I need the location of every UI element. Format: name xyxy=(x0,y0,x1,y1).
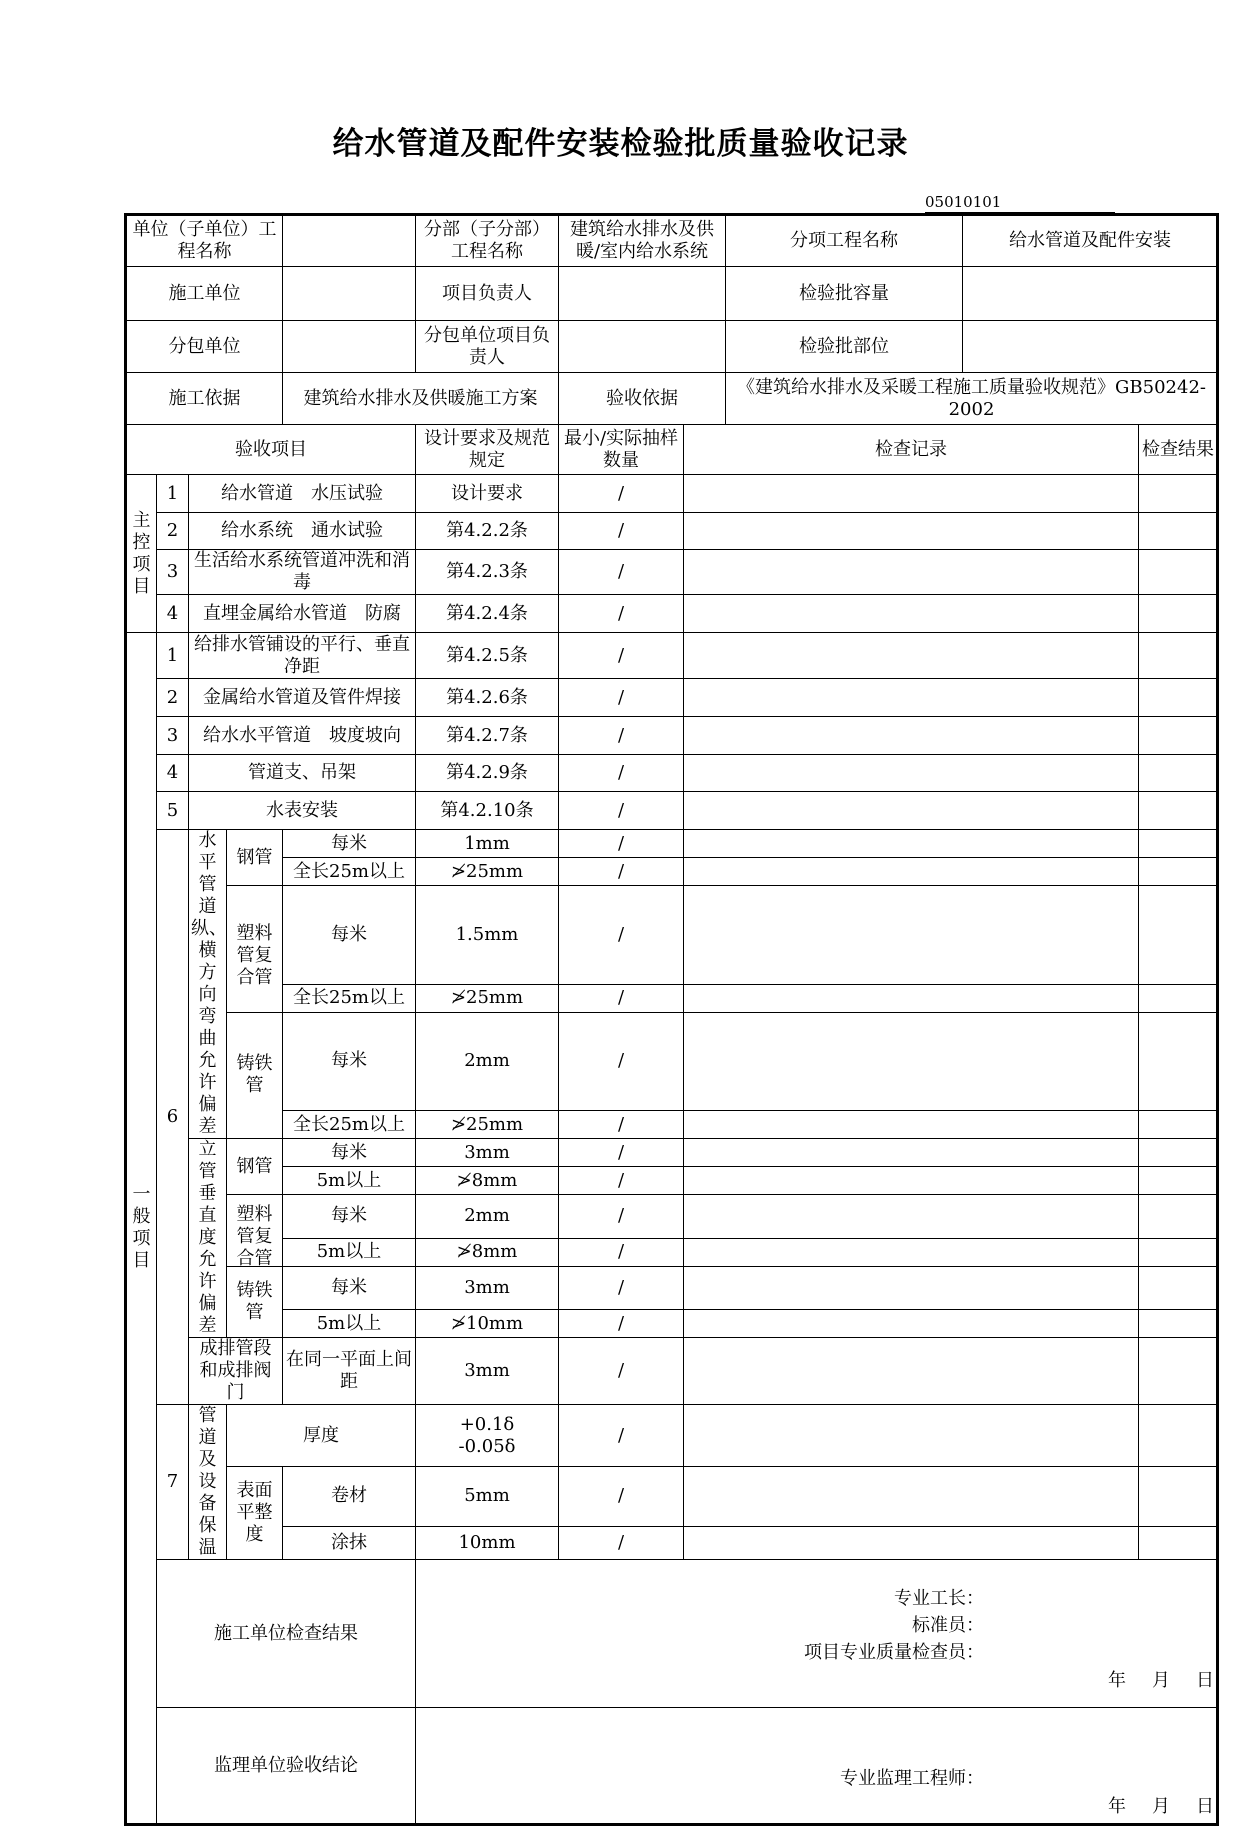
deviation-row xyxy=(126,858,1218,886)
deviation-row xyxy=(126,1195,1218,1239)
acceptance-basis-label: 验收依据 xyxy=(559,373,726,425)
deviation-sampling[interactable]: / xyxy=(559,1266,684,1310)
item-result[interactable] xyxy=(1139,1405,1218,1467)
year-label: 年 xyxy=(1108,1796,1127,1817)
vertical-deviation-label: 立管垂直度允许偏差 xyxy=(189,1139,227,1338)
deviation-sampling[interactable]: / xyxy=(559,886,684,985)
deviation-requirement: 1mm xyxy=(416,830,559,858)
deviation-row xyxy=(126,1266,1218,1310)
main-item-row xyxy=(126,475,1218,513)
flatness-label: 表面平整度 xyxy=(227,1467,283,1560)
item-result[interactable] xyxy=(1139,633,1218,679)
deviation-spec: 5m以上 xyxy=(283,1167,416,1195)
deviation-row xyxy=(126,1238,1218,1266)
deviation-spec: 每米 xyxy=(283,1266,416,1310)
deviation-sampling[interactable]: / xyxy=(559,858,684,886)
item-no: 7 xyxy=(157,1405,189,1560)
subitem-value[interactable]: 给水管道及配件安装 xyxy=(963,215,1218,267)
subcontractor-label: 分包单位 xyxy=(126,321,283,373)
deviation-spec: 全长25m以上 xyxy=(283,984,416,1012)
deviation-requirement: 3mm xyxy=(416,1139,559,1167)
item-no: 4 xyxy=(157,755,189,792)
supervision-row xyxy=(126,1708,1218,1825)
item-name: 金属给水管道及管件焊接 xyxy=(189,679,416,717)
item-record[interactable] xyxy=(684,792,1139,830)
pm-value[interactable] xyxy=(559,267,726,321)
item-result[interactable] xyxy=(1139,1195,1218,1239)
acceptance-basis-value[interactable]: 《建筑给水排水及采暖工程施工质量验收规范》GB50242-2002 xyxy=(726,373,1218,425)
sub-pm-label: 分包单位项目负责人 xyxy=(416,321,559,373)
roll-label: 卷材 xyxy=(283,1467,416,1527)
item-record[interactable] xyxy=(684,755,1139,792)
unit-label: 单位（子单位）工程名称 xyxy=(126,215,283,267)
inspection-form-table xyxy=(124,213,1219,1826)
deviation-spec: 每米 xyxy=(283,886,416,985)
col-item: 验收项目 xyxy=(126,425,416,475)
main-item-row xyxy=(126,595,1218,633)
item-result[interactable] xyxy=(1139,717,1218,755)
item-result[interactable] xyxy=(1139,1238,1218,1266)
thickness-sampling[interactable]: / xyxy=(559,1405,684,1467)
flatness-row xyxy=(126,1526,1218,1560)
item-record[interactable] xyxy=(684,1012,1139,1111)
item-name: 直埋金属给水管道 防腐 xyxy=(189,595,416,633)
item-name: 生活给水系统管道冲洗和消毒 xyxy=(189,550,416,595)
deviation-requirement: 2mm xyxy=(416,1012,559,1111)
deviation-spec: 每米 xyxy=(283,1139,416,1167)
item-result[interactable] xyxy=(1139,1012,1218,1111)
item-result[interactable] xyxy=(1139,755,1218,792)
item-name: 水表安装 xyxy=(189,792,416,830)
main-item-row xyxy=(126,550,1218,595)
general-item-row xyxy=(126,792,1218,830)
item-record[interactable] xyxy=(684,1238,1139,1266)
item-record[interactable] xyxy=(684,886,1139,985)
construction-check-row xyxy=(126,1560,1218,1708)
item-requirement: 第4.2.9条 xyxy=(416,755,559,792)
header-row-basis xyxy=(126,373,1218,425)
location-value[interactable] xyxy=(963,321,1218,373)
cast-iron-pipe-label: 铸铁管 xyxy=(227,1266,283,1338)
year-label: 年 xyxy=(1108,1670,1127,1691)
deviation-requirement: 1.5mm xyxy=(416,886,559,985)
column-header-row xyxy=(126,425,1218,475)
deviation-sampling[interactable]: / xyxy=(559,1167,684,1195)
item-requirement: 第4.2.4条 xyxy=(416,595,559,633)
deviation-sampling[interactable]: / xyxy=(559,1310,684,1338)
thickness-upper: +0.1δ xyxy=(459,1413,515,1435)
item-record[interactable] xyxy=(684,1139,1139,1167)
item-name: 给水系统 通水试验 xyxy=(189,513,416,550)
construction-check-area[interactable] xyxy=(416,1560,1218,1708)
item-sampling[interactable]: / xyxy=(559,513,684,550)
general-item-row xyxy=(126,679,1218,717)
plastic-pipe-label: 塑料管复合管 xyxy=(227,1195,283,1267)
constructor-label: 施工单位 xyxy=(126,267,283,321)
supervision-area[interactable] xyxy=(416,1708,1218,1825)
item-no: 3 xyxy=(157,550,189,595)
page-title: 给水管道及配件安装检验批质量验收记录 xyxy=(332,126,909,162)
item-record[interactable] xyxy=(684,1266,1139,1310)
col-sampling: 最小/实际抽样数量 xyxy=(559,425,684,475)
col-result: 检查结果 xyxy=(1139,425,1218,475)
sub-pm-value[interactable] xyxy=(559,321,726,373)
item-record[interactable] xyxy=(684,1310,1139,1338)
general-item-row xyxy=(126,633,1218,679)
item-result[interactable] xyxy=(1139,830,1218,858)
item-requirement: 设计要求 xyxy=(416,475,559,513)
item-record[interactable] xyxy=(684,1195,1139,1239)
deviation-spec: 每米 xyxy=(283,1195,416,1239)
item-name: 管道支、吊架 xyxy=(189,755,416,792)
deviation-spec: 每米 xyxy=(283,1012,416,1111)
item-no: 5 xyxy=(157,792,189,830)
inspector-label: 项目专业质量检查员： xyxy=(804,1642,985,1663)
item-record[interactable] xyxy=(684,1467,1139,1527)
month-label: 月 xyxy=(1152,1796,1171,1817)
deviation-requirement: ≯10mm xyxy=(416,1310,559,1338)
standard-label: 标准员： xyxy=(912,1615,985,1636)
item-record[interactable] xyxy=(684,1167,1139,1195)
item-sampling[interactable]: / xyxy=(559,550,684,595)
item-record[interactable] xyxy=(684,717,1139,755)
item-result[interactable] xyxy=(1139,1139,1218,1167)
item-requirement: 第4.2.5条 xyxy=(416,633,559,679)
steel-pipe-label: 钢管 xyxy=(227,1139,283,1195)
item-record[interactable] xyxy=(684,858,1139,886)
deviation-row xyxy=(126,886,1218,985)
header-row-subcontractor xyxy=(126,321,1218,373)
deviation-sampling[interactable]: / xyxy=(559,1012,684,1111)
thickness-requirement xyxy=(416,1405,559,1467)
coat-label: 涂抹 xyxy=(283,1526,416,1560)
coat-sampling[interactable]: / xyxy=(559,1526,684,1560)
item-sampling[interactable]: / xyxy=(559,717,684,755)
item-result[interactable] xyxy=(1139,1467,1218,1527)
deviation-requirement: ≯8mm xyxy=(416,1238,559,1266)
item-result[interactable] xyxy=(1139,679,1218,717)
item-record[interactable] xyxy=(684,830,1139,858)
deviation-row xyxy=(126,1139,1218,1167)
deviation-row xyxy=(126,1310,1218,1338)
coat-requirement: 10mm xyxy=(416,1526,559,1560)
row-pipe-row xyxy=(126,1338,1218,1405)
supervision-date xyxy=(1082,1796,1214,1818)
item-record[interactable] xyxy=(684,550,1139,595)
thickness-label: 厚度 xyxy=(227,1405,416,1467)
deviation-requirement: 3mm xyxy=(416,1266,559,1310)
item-record[interactable] xyxy=(684,679,1139,717)
thickness-lower: -0.05δ xyxy=(458,1435,516,1457)
basis-value[interactable]: 建筑给水排水及供暖施工方案 xyxy=(283,373,559,425)
plastic-pipe-label: 塑料管复合管 xyxy=(227,886,283,1013)
main-group-label: 主控项目 xyxy=(126,475,157,633)
deviation-row xyxy=(126,984,1218,1012)
engineer-label: 专业监理工程师： xyxy=(840,1768,985,1789)
item-no: 3 xyxy=(157,717,189,755)
item-result[interactable] xyxy=(1139,550,1218,595)
deviation-requirement: ≯25mm xyxy=(416,858,559,886)
item-result[interactable] xyxy=(1139,792,1218,830)
flatness-row xyxy=(126,1467,1218,1527)
item-sampling[interactable]: / xyxy=(559,475,684,513)
item-name: 给水水平管道 坡度坡向 xyxy=(189,717,416,755)
cast-iron-pipe-label: 铸铁管 xyxy=(227,1012,283,1139)
deviation-requirement: ≯25mm xyxy=(416,984,559,1012)
subitem-label: 分项工程名称 xyxy=(726,215,963,267)
item-result[interactable] xyxy=(1139,1167,1218,1195)
division-value[interactable]: 建筑给水排水及供暖/室内给水系统 xyxy=(559,215,726,267)
item-record[interactable] xyxy=(684,1526,1139,1560)
deviation-row xyxy=(126,1167,1218,1195)
deviation-sampling[interactable]: / xyxy=(559,830,684,858)
insulation-label: 管道及设备保温 xyxy=(189,1405,227,1560)
supervision-label: 监理单位验收结论 xyxy=(157,1708,416,1825)
row-pipe-label: 成排管段和成排阀门 xyxy=(189,1338,283,1405)
deviation-row xyxy=(126,1111,1218,1139)
item-record[interactable] xyxy=(684,1111,1139,1139)
item-requirement: 第4.2.3条 xyxy=(416,550,559,595)
item-no: 1 xyxy=(157,475,189,513)
col-record: 检查记录 xyxy=(684,425,1139,475)
item-record[interactable] xyxy=(684,1405,1139,1467)
item-result[interactable] xyxy=(1139,513,1218,550)
deviation-spec: 全长25m以上 xyxy=(283,858,416,886)
item-requirement: 第4.2.6条 xyxy=(416,679,559,717)
deviation-spec: 5m以上 xyxy=(283,1310,416,1338)
insulation-thickness-row xyxy=(126,1405,1218,1467)
capacity-label: 检验批容量 xyxy=(726,267,963,321)
item-result[interactable] xyxy=(1139,1338,1218,1405)
deviation-spec: 每米 xyxy=(283,830,416,858)
item-no: 4 xyxy=(157,595,189,633)
item-record[interactable] xyxy=(684,1338,1139,1405)
item-result[interactable] xyxy=(1139,886,1218,985)
item-record[interactable] xyxy=(684,595,1139,633)
foreman-label: 专业工长： xyxy=(894,1588,985,1609)
item-no: 2 xyxy=(157,679,189,717)
steel-pipe-label: 钢管 xyxy=(227,830,283,886)
item-result[interactable] xyxy=(1139,475,1218,513)
deviation-requirement: ≯25mm xyxy=(416,1111,559,1139)
row-pipe-spec: 在同一平面上间距 xyxy=(283,1338,416,1405)
item-record[interactable] xyxy=(684,513,1139,550)
item-sampling[interactable]: / xyxy=(559,755,684,792)
deviation-sampling[interactable]: / xyxy=(559,1238,684,1266)
deviation-spec: 5m以上 xyxy=(283,1238,416,1266)
division-label: 分部（子分部）工程名称 xyxy=(416,215,559,267)
item-sampling[interactable]: / xyxy=(559,595,684,633)
item-result[interactable] xyxy=(1139,858,1218,886)
item-record[interactable] xyxy=(684,633,1139,679)
deviation-sampling[interactable]: / xyxy=(559,1111,684,1139)
deviation-sampling[interactable]: / xyxy=(559,1139,684,1167)
general-item-row xyxy=(126,755,1218,792)
construction-date xyxy=(1082,1670,1214,1692)
constructor-value[interactable] xyxy=(283,267,416,321)
item-no: 2 xyxy=(157,513,189,550)
deviation-spec: 全长25m以上 xyxy=(283,1111,416,1139)
unit-value[interactable] xyxy=(283,215,416,267)
construction-check-label: 施工单位检查结果 xyxy=(157,1560,416,1708)
deviation-requirement: ≯8mm xyxy=(416,1167,559,1195)
header-row-constructor xyxy=(126,267,1218,321)
item-no: 6 xyxy=(157,830,189,1405)
deviation-row xyxy=(126,1012,1218,1111)
item-result[interactable] xyxy=(1139,984,1218,1012)
col-requirement: 设计要求及规范规定 xyxy=(416,425,559,475)
item-requirement: 第4.2.10条 xyxy=(416,792,559,830)
item-result[interactable] xyxy=(1139,1266,1218,1310)
day-label: 日 xyxy=(1196,1670,1215,1691)
month-label: 月 xyxy=(1152,1670,1171,1691)
item-record[interactable] xyxy=(684,475,1139,513)
deviation-sampling[interactable]: / xyxy=(559,1195,684,1239)
item-requirement: 第4.2.7条 xyxy=(416,717,559,755)
capacity-value[interactable] xyxy=(963,267,1218,321)
item-result[interactable] xyxy=(1139,1310,1218,1338)
main-item-row xyxy=(126,513,1218,550)
subcontractor-value[interactable] xyxy=(283,321,416,373)
item-name: 给水管道 水压试验 xyxy=(189,475,416,513)
pm-label: 项目负责人 xyxy=(416,267,559,321)
row-pipe-sampling[interactable]: / xyxy=(559,1338,684,1405)
item-sampling[interactable]: / xyxy=(559,679,684,717)
item-name: 给排水管铺设的平行、垂直净距 xyxy=(189,633,416,679)
deviation-requirement: 2mm xyxy=(416,1195,559,1239)
day-label: 日 xyxy=(1196,1796,1215,1817)
item-sampling[interactable]: / xyxy=(559,792,684,830)
item-record[interactable] xyxy=(684,984,1139,1012)
deviation-sampling[interactable]: / xyxy=(559,984,684,1012)
item-sampling[interactable]: / xyxy=(559,633,684,679)
general-item-row xyxy=(126,717,1218,755)
horizontal-deviation-label: 水平管道纵、横方向弯曲允许偏差 xyxy=(189,830,227,1139)
roll-sampling[interactable]: / xyxy=(559,1467,684,1527)
item-requirement: 第4.2.2条 xyxy=(416,513,559,550)
row-pipe-requirement: 3mm xyxy=(416,1338,559,1405)
item-result[interactable] xyxy=(1139,595,1218,633)
location-label: 检验批部位 xyxy=(726,321,963,373)
item-no: 1 xyxy=(157,633,189,679)
deviation-row xyxy=(126,830,1218,858)
basis-label: 施工依据 xyxy=(126,373,283,425)
general-group-label: 一般项目 xyxy=(126,633,157,1825)
form-code: 05010101 xyxy=(925,193,1115,213)
item-result[interactable] xyxy=(1139,1526,1218,1560)
header-row-unit xyxy=(126,215,1218,267)
item-result[interactable] xyxy=(1139,1111,1218,1139)
roll-requirement: 5mm xyxy=(416,1467,559,1527)
